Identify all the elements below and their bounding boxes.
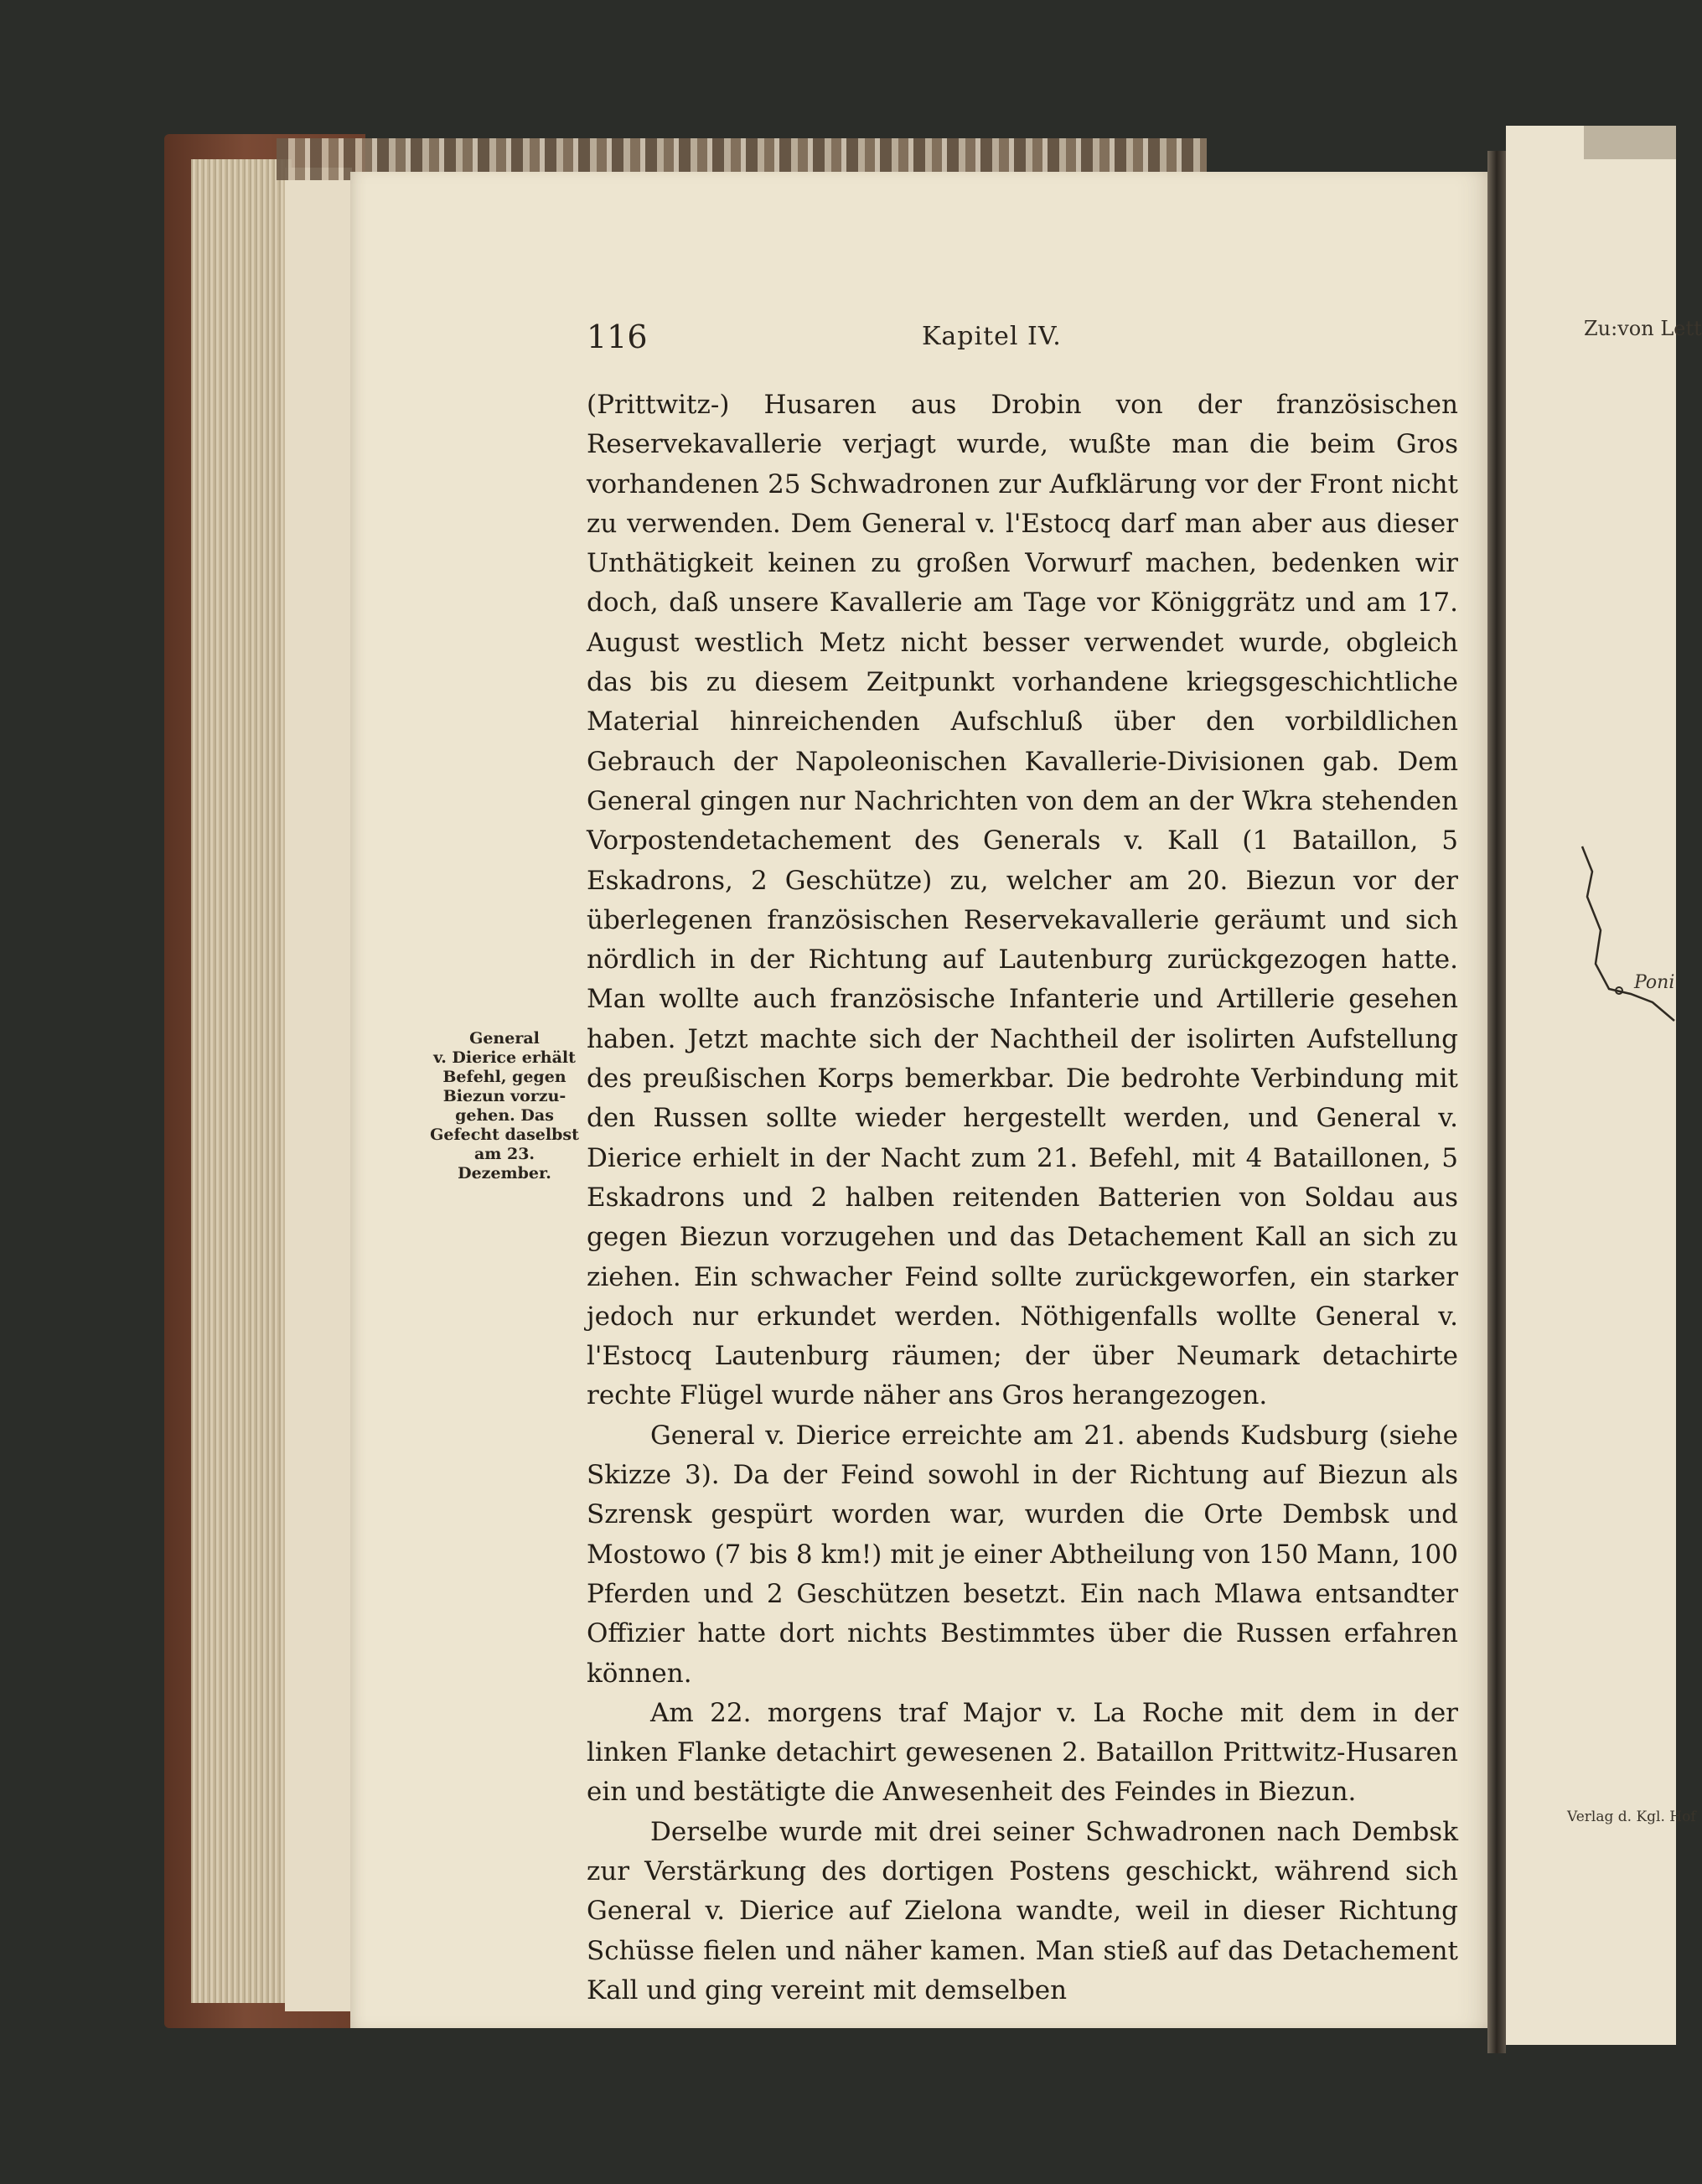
page-edges: [191, 159, 292, 2003]
neighbor-page-footer: Verlag d. Kgl. Hof: [1567, 1809, 1696, 1825]
margin-note-line: Gefecht daselbst: [430, 1126, 579, 1144]
margin-note-line: Befehl, gegen: [442, 1068, 566, 1086]
paragraph: Derselbe wurde mit drei seiner Schwadronen nach Dembsk zur Verstärkung des dortigen Postens geschickt, während sich General v. Dierice auf Zielona wandte, weil in dieser Richtung Schüsse fielen und näher kamen. Man stieß auf das Detachement Kall und ging vereint mit demselben: [587, 1816, 1458, 2005]
margin-note-line: am 23. Dezember.: [458, 1145, 551, 1183]
map-place-label: Poni: [1634, 972, 1675, 993]
margin-note-line: v. Dierice erhält: [433, 1048, 576, 1067]
margin-note: [429, 1029, 580, 1183]
map-river-line: [1575, 838, 1676, 1039]
book-gutter: [1487, 151, 1506, 2053]
running-title: Kapitel IV.: [922, 322, 1062, 351]
margin-note-line: Biezun vorzu-: [442, 1087, 566, 1105]
page-header: [587, 318, 1458, 369]
neighbor-page-heading: Zu:von Lett: [1584, 317, 1702, 340]
paragraph: General v. Dierice erreichte am 21. abends Kudsburg (siehe Skizze 3). Da der Feind sowohl in der Richtung auf Biezun als Szrensk gespürt worden war, wurden die Orte Dembsk und Mostowo (7 bis 8 km!) mit je einer Abtheilung von 150 Mann, 100 Pferden und 2 Geschützen besetzt. Ein nach Mlawa entsandter Offizier hatte dort nichts Bestimmtes über die Russen erfahren können.: [587, 1420, 1458, 1689]
paragraph: (Prittwitz-) Husaren aus Drobin von der französischen Reservekavallerie verjagt wurde, wußte man die beim Gros vorhandenen 25 Schwadronen zur Aufklärung vor der Front nicht zu verwenden. Dem General v. l'Estocq darf man aber aus dieser Unthätigkeit keinen zu großen Vorwurf machen, bedenken wir doch, daß unsere Kavallerie am Tage vor Königgrätz und am 17. August westlich Metz nicht besser verwendet wurde, obgleich das bis zu diesem Zeitpunkt vorhandene kriegsgeschichtliche Material hinreichenden Aufschluß über den vorbildlichen Gebrauch der Napoleonischen Kavallerie-Divisionen gab. Dem General gingen nur Nachrichten von dem an der Wkra stehenden Vorpostendetachement des Generals v. Kall (1 Bataillon, 5 Eskadrons, 2 Geschütze) zu, welcher am 20. Biezun vor der überlegenen französischen Reservekavallerie geräumt und sich nördlich in der Richtung auf Lautenburg zurückgezogen hatte. Man wollte auch französische Infanterie und Artillerie gesehen haben. Jetzt machte sich der Nachtheil der isolirten Aufstellung des preußischen Korps bemerkbar. Die bedrohte Verbindung mit den Russen sollte wieder hergestellt werden, und General v. Dierice erhielt in der Nacht zum 21. Befehl, mit 4 Bataillonen, 5 Eskadrons und 2 halben reitenden Batterien von Soldau aus gegen Biezun vorzugehen und das Detachement Kall an sich zu ziehen. Ein schwacher Feind sollte zurückgeworfen, ein starker jedoch nur erkundet werden. Nöthigenfalls wollte General v. l'Estocq Lautenburg räumen; der über Neumark detachirte rechte Flügel wurde näher ans Gros herangezogen.: [587, 390, 1458, 1411]
paragraph: Am 22. morgens traf Major v. La Roche mit dem in der linken Flanke detachirt gewesenen 2. Bataillon Prittwitz-Husaren ein und bestätigte die Anwesenheit des Feindes in Biezun.: [587, 1697, 1458, 1808]
underlying-page: [285, 168, 352, 2011]
margin-note-line: General: [469, 1029, 540, 1048]
body-text: [587, 386, 1458, 2011]
right-page-edge: [1584, 126, 1676, 159]
page-number: 116: [587, 318, 648, 355]
margin-note-line: gehen. Das: [455, 1106, 554, 1125]
book-page-right: [1506, 126, 1676, 2045]
